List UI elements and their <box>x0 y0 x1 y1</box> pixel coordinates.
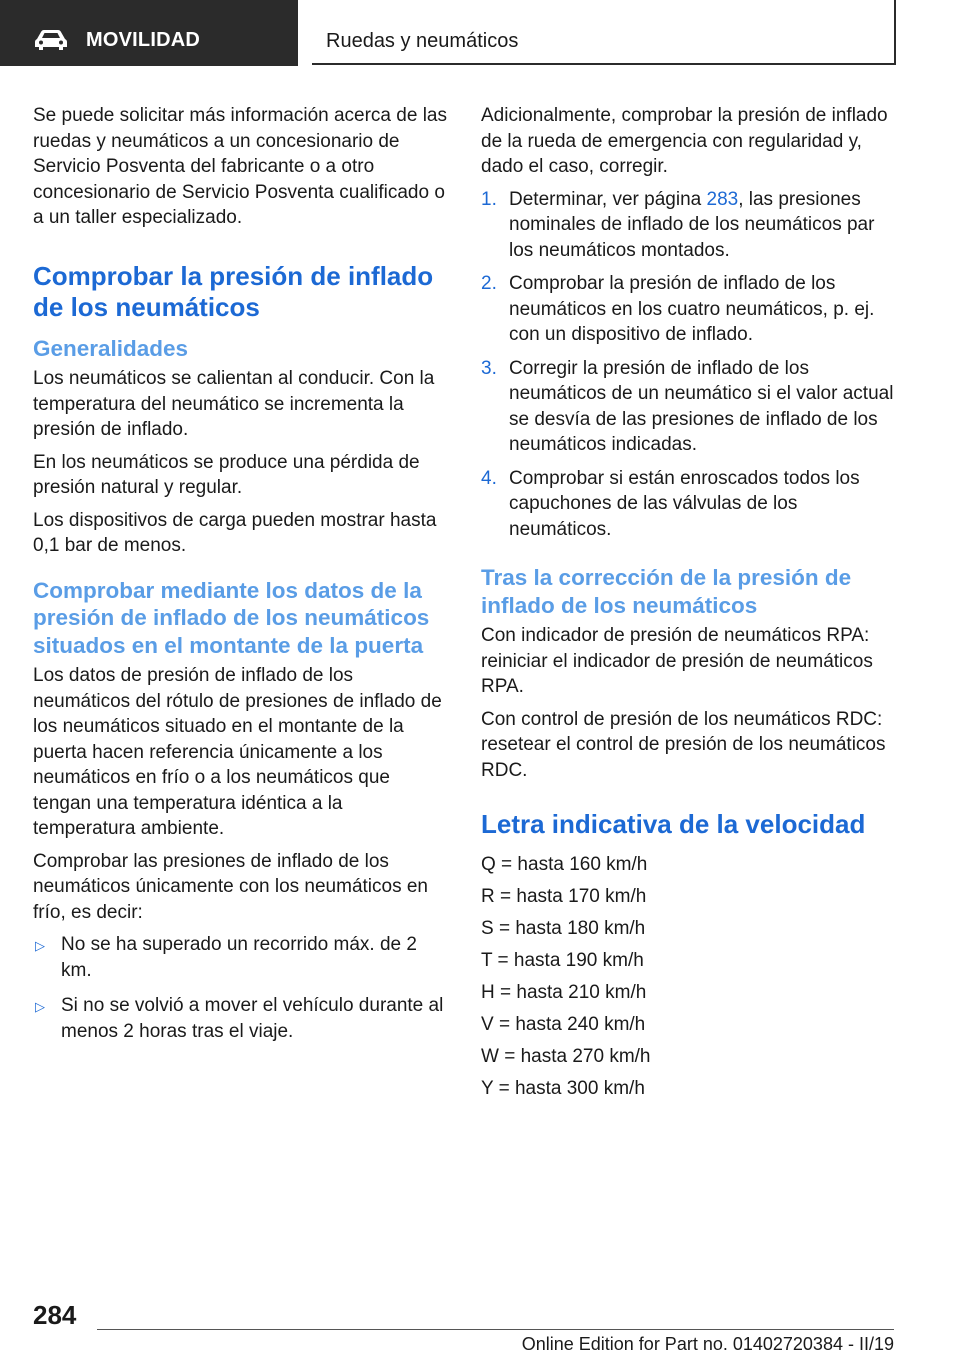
speed-item: Q = hasta 160 km/h <box>481 854 648 875</box>
steps-list <box>481 187 896 543</box>
page-link[interactable]: 283 <box>706 188 739 210</box>
right-column <box>481 103 896 1108</box>
chapter-title: Ruedas y neumáticos <box>326 30 519 52</box>
speed-item: R = hasta 170 km/h <box>481 886 647 907</box>
step-number: 4. <box>481 467 497 489</box>
spare-wheel-paragraph: Adicionalmente, comprobar la presión de inflado de la rueda de emergencia con regularidad y, dado el caso, corregir. <box>481 105 888 177</box>
section-title: MOVILIDAD <box>86 29 201 51</box>
list-item: 2. Comprobar la presión de inflado de los neumáticos en los cuatro neumáticos, p. ej. con un dispositivo de inflado. <box>481 273 875 345</box>
condition-list <box>33 932 448 1044</box>
speed-item: S = hasta 180 km/h <box>481 918 646 939</box>
triangle-bullet-icon: ▷ <box>35 938 45 953</box>
left-column <box>33 103 448 1054</box>
list-item: ▷ Si no se volvió a mover el vehículo durante al menos 2 horas tras el viaje. <box>35 995 444 1042</box>
edition-footer: Online Edition for Part no. 01402720384 - II/19 <box>521 1334 894 1354</box>
footer-divider <box>97 1329 894 1330</box>
speed-item: Y = hasta 300 km/h <box>481 1078 645 1099</box>
speed-list <box>481 852 896 1102</box>
heading-general: Generalidades <box>33 335 189 361</box>
heading-door-pillar: Comprobar mediante los datos de la presión de inflado de los neumáticos situados en el montante de la puerta <box>33 577 430 658</box>
chapter-header <box>312 0 896 65</box>
heading-after-correction: Tras la corrección de la presión de inflado de los neumáticos <box>481 565 852 618</box>
speed-item: T = hasta 190 km/h <box>481 950 644 971</box>
general-paragraph-3: Los dispositivos de carga pueden mostrar hasta 0,1 bar de menos. <box>33 509 437 556</box>
speed-item: H = hasta 210 km/h <box>481 982 647 1003</box>
heading-speed-letter: Letra indicativa de la velocidad <box>481 809 866 839</box>
list-item: 3. Corregir la presión de inflado de los neumáticos de un neumático si el valor actual se desvía de las presiones de inflado de los neumáticos indicadas. <box>481 357 894 455</box>
general-paragraph-1: Los neumáticos se calientan al conducir. Con la temperatura del neumático se incrementa la presión de inflado. <box>33 368 435 440</box>
page-number: 284 <box>33 1300 77 1330</box>
step-number: 3. <box>481 357 497 379</box>
door-paragraph-2: Comprobar las presiones de inflado de los neumáticos únicamente con los neumáticos en frío, es decir: <box>33 850 429 923</box>
after-paragraph-1: Con indicador de presión de neumáticos RPA: reiniciar el indicador de presión de neumáticos RPA. <box>481 625 873 697</box>
door-paragraph-1: Los datos de presión de inflado de los neumáticos del rótulo de presiones de inflado de los neumáticos situado en el montante de la puerta hacen referencia únicamente a los neumáticos en frío o a los neumáticos que tengan una temperatura idéntica a la temperatura ambiente. <box>33 665 442 839</box>
after-paragraph-2: Con control de presión de los neumáticos RDC: resetear el control de presión de los neumáticos RDC. <box>481 708 886 781</box>
heading-check-pressure: Comprobar la presión de inflado de los neumáticos <box>33 260 434 322</box>
step-number: 2. <box>481 273 497 294</box>
list-item: ▷ No se ha superado un recorrido máx. de 2 km. <box>35 934 417 981</box>
speed-item: V = hasta 240 km/h <box>481 1014 646 1035</box>
triangle-bullet-icon: ▷ <box>35 999 45 1014</box>
section-tab <box>0 0 298 66</box>
speed-item: W = hasta 270 km/h <box>481 1046 651 1067</box>
list-item: 1. Determinar, ver página 283, las presiones nominales de inflado de los neumáticos par los neumáticos montados. <box>481 188 875 261</box>
car-icon <box>34 29 68 51</box>
step-number: 1. <box>481 188 497 210</box>
intro-paragraph: Se puede solicitar más información acerca de las ruedas y neumáticos a un concesionario de Servicio Posventa del fabricante o a otro concesionario de Servicio Posventa cualificado o a un taller especializado. <box>33 105 447 228</box>
general-paragraph-2: En los neumáticos se produce una pérdida de presión natural y regular. <box>33 451 420 498</box>
list-item: 4. Comprobar si están enroscados todos los capuchones de las válvulas de los neumáticos. <box>481 467 860 540</box>
